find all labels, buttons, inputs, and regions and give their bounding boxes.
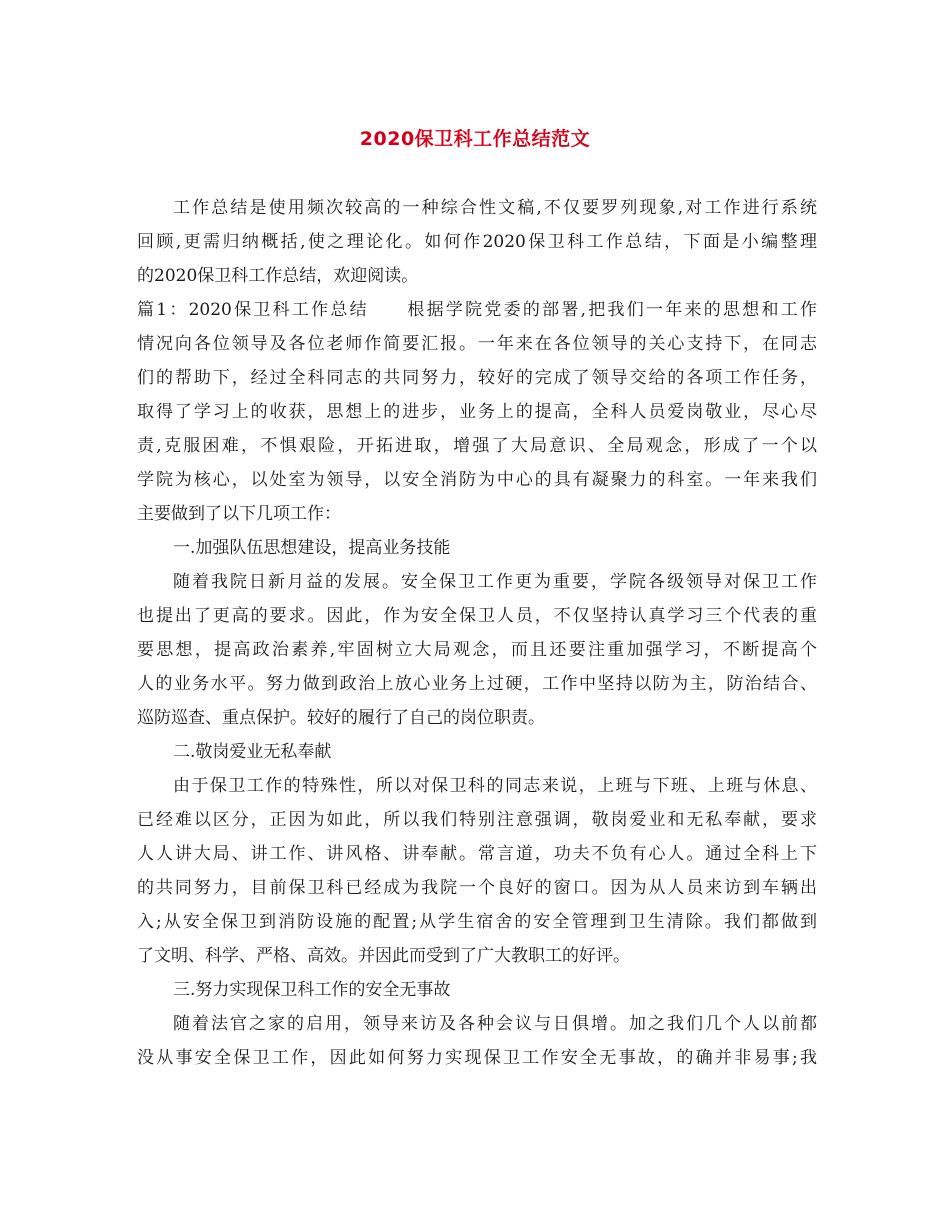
paragraph-line: 已经难以区分，正因为如此，所以我们特别注意强调，敬岗爱业和无私奉献，要求 [137, 810, 817, 830]
paragraph-line: 随着法官之家的启用，领导来访及各种会议与日俱增。加之我们几个人以前都 [173, 1014, 817, 1034]
paragraph-line: 要思想，提高政治素养,牢固树立大局观念，而且还要注重加强学习，不断提高个 [137, 640, 817, 660]
paragraph-line: 人的业务水平。努力做到政治上放心业务上过硬，工作中坚持以防为主，防治结合、 [137, 674, 817, 694]
paragraph-line: 入;从安全保卫到消防设施的配置;从学生宿舍的安全管理到卫生清除。我们都做到 [137, 912, 817, 932]
paragraph-line: 情况向各位领导及各位老师作简要汇报。一年来在各位领导的关心支持下，在同志 [137, 334, 817, 354]
section-heading: 三.努力实现保卫科工作的安全无事故 [173, 980, 451, 1000]
paragraph-line: 的2020保卫科工作总结，欢迎阅读。 [137, 266, 419, 286]
paragraph-line: 巡防巡查、重点保护。较好的履行了自己的岗位职责。 [137, 708, 545, 728]
paragraph-line: 们的帮助下，经过全科同志的共同努力，较好的完成了领导交给的各项工作任务， [137, 368, 817, 388]
paragraph-line: 了文明、科学、严格、高效。并因此而受到了广大教职工的好评。 [137, 946, 630, 966]
paragraph-line: 的共同努力，目前保卫科已经成为我院一个良好的窗口。因为从人员来访到车辆出 [137, 878, 817, 898]
document-title: 2020保卫科工作总结范文 [359, 128, 591, 150]
section-heading: 一.加强队伍思想建设，提高业务技能 [173, 538, 451, 558]
paragraph-line: 回顾,更需归纳概括,使之理论化。如何作2020保卫科工作总结，下面是小编整理 [137, 232, 817, 252]
paragraph-line: 随着我院日新月益的发展。安全保卫工作更为重要，学院各级领导对保卫工作 [173, 572, 817, 592]
section-heading: 二.敬岗爱业无私奉献 [173, 742, 332, 762]
paragraph-line: 人人讲大局、讲工作、讲风格、讲奉献。常言道，功夫不负有心人。通过全科上下 [137, 844, 817, 864]
paragraph-line: 没从事安全保卫工作，因此如何努力实现保卫工作安全无事故，的确并非易事;我 [137, 1048, 817, 1068]
paragraph-line: 主要做到了以下几项工作： [137, 504, 341, 524]
paragraph-line: 取得了学习上的收获，思想上的进步，业务上的提高，全科人员爱岗敬业，尽心尽 [137, 402, 817, 422]
paragraph-line: 责,克服困难，不惧艰险，开拓进取，增强了大局意识、全局观念，形成了一个以 [137, 436, 817, 456]
paragraph-line: 工作总结是使用频次较高的一种综合性文稿,不仅要罗列现象,对工作进行系统 [173, 198, 817, 218]
paragraph-line: 由于保卫工作的特殊性，所以对保卫科的同志来说，上班与下班、上班与休息、 [173, 776, 817, 796]
paragraph-line: 学院为核心，以处室为领导，以安全消防为中心的具有凝聚力的科室。一年来我们 [137, 470, 817, 490]
paragraph-line: 也提出了更高的要求。因此，作为安全保卫人员，不仅坚持认真学习三个代表的重 [137, 606, 817, 626]
paragraph-line: 篇1：2020保卫科工作总结 根据学院党委的部署,把我们一年来的思想和工作 [137, 300, 817, 320]
